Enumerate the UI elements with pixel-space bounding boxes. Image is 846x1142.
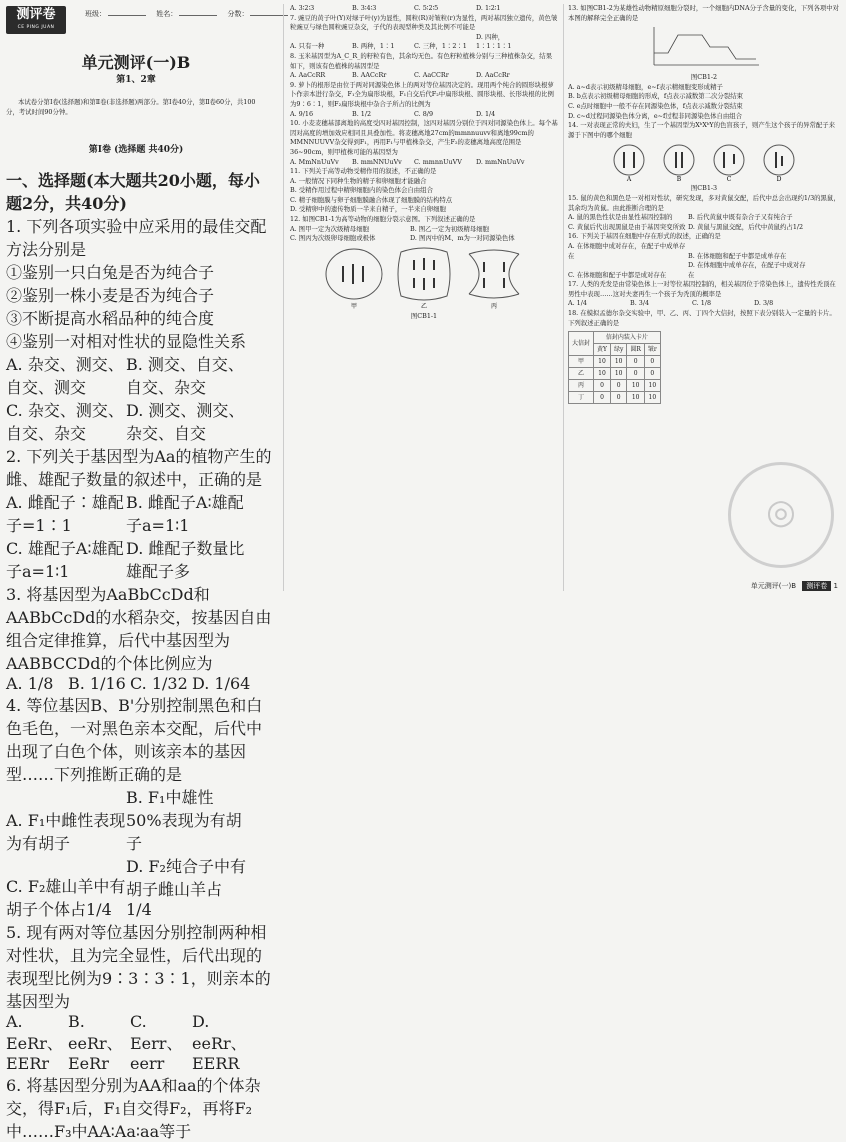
option-item[interactable]: A. 鼠的黑色性状是由显性基因控制的 (568, 213, 673, 222)
table-cell: 甲 (569, 356, 594, 368)
table-cell: 10 (644, 392, 660, 404)
table-row (569, 380, 661, 392)
table-row (569, 356, 661, 368)
table-cell: 0 (610, 392, 626, 404)
option-item[interactable]: B. 1/2 (352, 109, 372, 118)
question-stem: 12. 如图CB1-1为高等动物的细胞分裂示意图。下列叙述正确的是 (290, 215, 476, 224)
question-options (290, 225, 558, 244)
cell-label-b: B (676, 176, 682, 183)
column-divider-2 (563, 4, 564, 591)
table-cell: 丁 (569, 392, 594, 404)
question-options (6, 1012, 272, 1073)
option-item[interactable]: C. 1/8 (692, 299, 712, 308)
fig-caption-3: 图CB1-3 (690, 184, 718, 193)
brand-logo: 测评卷 CE PING JUAN (6, 6, 66, 34)
option-item[interactable]: B. 图乙一定为初级精母细胞 (410, 224, 490, 233)
table-row (569, 368, 661, 380)
option-item[interactable]: A. F₁中雌性表现为有胡子 (6, 811, 126, 853)
cell-label-a: A (626, 176, 632, 183)
dna-content-graph (644, 25, 764, 71)
question-stem: 1. 下列各项实验中应采用的最佳交配方法分别是 (6, 217, 267, 259)
page-subtitle: 第1、2章 (116, 75, 156, 85)
option-item[interactable]: D. 1/4 (476, 109, 496, 118)
table-cell: 0 (644, 356, 660, 368)
option-item[interactable]: D. mmNnUuVv (476, 157, 525, 166)
option-item[interactable]: A. 只有一种 (290, 42, 325, 51)
question-stem: 11. 下列关于高等动物受精作用的叙述，不正确的是 (290, 167, 437, 176)
option-item[interactable]: B. 雌配子A∶雄配子a=1∶1 (126, 493, 244, 535)
option-item[interactable]: D. 雌配子数量比雄配子多 (126, 539, 245, 581)
table-cell: 10 (627, 392, 645, 404)
fig-label-jia: 甲 (350, 302, 358, 310)
student-info-fields (85, 9, 296, 19)
fig-label-bing: 丙 (490, 302, 498, 310)
option-item[interactable]: A. MmNnUuVv (290, 157, 339, 166)
option-item[interactable]: B. 3∶4∶3 (352, 4, 377, 12)
watermark-stamp: ◎ (728, 462, 834, 568)
question-line: ①鉴别一只白兔是否为纯合子 (6, 263, 215, 282)
question-stem: 8. 玉米基因型为A_C_R_的籽粒有色，其余均无色。有色籽粒植株分别与三种植株杂交，结果如下，则该有色植株的基因型是 (290, 51, 553, 70)
footer-text: 单元测评(一)B (750, 582, 797, 590)
option-item[interactable]: A. AaCcRR (290, 71, 326, 80)
question-stem: 9. 萝卜的根形是由位于两对同源染色体上的两对等位基因决定的。现用两个纯合的圆形块根萝卜作亲本进行杂交，F₁全为扁形块根，F₁自交后代F₂中扁形块根、圆形块根、长形块根的比例为9∶6∶1，则F₂扁形块根中杂合子所占的比例为 (290, 80, 554, 108)
table-cell: 0 (594, 392, 611, 404)
name-field[interactable] (179, 15, 217, 16)
option-item[interactable]: D. 1/64 (192, 674, 251, 693)
column-divider (283, 4, 284, 591)
question-stem: 7. 豌豆的黄子叶(Y)对绿子叶(y)为显性，圆粒(R)对皱粒(r)为显性，两对基因独立遗传，黄色皱粒豌豆与绿色圆粒豌豆杂交，子代的表现型种类及其比例不可能是 (290, 13, 558, 32)
question-stem: 13. 如图CB1-2为某雄性动物精原细胞分裂时，一个细胞内DNA分子含量的变化，下列各项中对本图的解释完全正确的是 (568, 4, 840, 22)
section-note: 一、选择题(本大题共20小题，每小题2分，共40分) (6, 171, 260, 213)
option-item[interactable]: D. 在体细胞中成单存在，在配子中成对存在 (688, 261, 806, 279)
table-col: 皱r (644, 344, 660, 356)
option-item[interactable]: C. F₂雄山羊中有胡子个体占1/4 (6, 877, 126, 919)
question-13-options (568, 83, 840, 121)
option-item[interactable]: C. 图丙为次级卵母细胞或极体 (290, 234, 376, 243)
question-line: ④鉴别一对相对性状的显隐性关系 (6, 332, 247, 351)
table-head-envelope: 大信封 (569, 332, 594, 356)
option-item[interactable]: B. b点表示初级精母细胞的形成，f点表示减数第二次分裂结束 (568, 92, 743, 101)
question-options (568, 83, 840, 121)
column-3 (568, 4, 840, 404)
question-options (6, 674, 272, 693)
questions-col1 (6, 214, 272, 1142)
question-stem: 17. 人类的秃发是由常染色体上一对等位基因控制的，相关基因位于常染色体上，遗传性秃顶在男性中表现……这对夫妻再生一个孩子为秃顶的概率是 (568, 280, 836, 298)
question-options (290, 158, 558, 168)
option-item[interactable]: A. 1/4 (568, 299, 587, 308)
option-item[interactable]: C. e点时细胞中一般不存在同源染色体，f点表示减数分裂结束 (568, 101, 743, 110)
question-line: ②鉴别一株小麦是否为纯合子 (6, 286, 215, 305)
table-head-cards: 信封内装入卡片 (594, 332, 661, 344)
option-item[interactable]: D. 四种，1∶1∶1∶1 (476, 32, 512, 51)
question-stem: 5. 现有两对等位基因分别控制两种相对性状，且为完全显性，后代出现的表现型比例为9∶3∶3∶1，则亲本的基因型为 (6, 923, 271, 1011)
option-item[interactable]: B. 在体细胞和配子中都是成单存在 (688, 251, 787, 260)
option-item[interactable]: C. 黄鼠后代出现黑鼠是由于基因突变所致 (568, 222, 686, 231)
option-item[interactable]: C. 杂交、测交、自交、杂交 (6, 401, 124, 443)
option-item[interactable]: C. 雄配子A∶雄配子a=1∶1 (6, 539, 124, 581)
envelope-table (568, 331, 661, 404)
question-14 (568, 121, 840, 140)
question-options (568, 213, 840, 232)
option-item[interactable]: C. Eerr、eerr (130, 1012, 183, 1073)
option-item[interactable]: D. 测交、测交、杂交、自交 (126, 401, 245, 443)
cell-label-d: D (776, 176, 782, 183)
option-item[interactable]: B. AACcRr (352, 71, 387, 80)
option-item[interactable]: A. 图甲一定为次级精母细胞 (290, 224, 369, 233)
option-item[interactable]: A. 杂交、测交、自交、测交 (6, 355, 124, 397)
table-cell: 10 (644, 380, 660, 392)
option-item[interactable]: C. 5∶2∶5 (414, 4, 439, 12)
option-item[interactable]: A. 9/16 (290, 109, 314, 118)
page-title: 单元测评(一)B (81, 53, 191, 72)
question-options (6, 352, 272, 444)
option-item[interactable]: A. a~d表示初级精母细胞，e~f表示精细胞变形成精子 (568, 82, 723, 91)
question-stem: 18. 在模拟孟德尔杂交实验中，甲、乙、丙、丁四个大信封，按照下表分别装入一定量的卡片。下列叙述正确的是 (568, 309, 836, 327)
question-stem: 6. 将基因型分别为AA和aa的个体杂交，得F₁后，F₁自交得F₂，再将F₂中……F₃中AA∶Aa∶aa等于 (6, 1076, 261, 1141)
option-item[interactable]: C. 在体细胞和配子中都是成对存在 (568, 270, 667, 279)
table-cell: 10 (610, 356, 626, 368)
option-item[interactable]: B. 1/16 (68, 674, 126, 693)
option-item[interactable]: A. 在体细胞中成对存在，在配子中成单存在 (568, 241, 686, 260)
option-item[interactable]: D. 受精卵中的遗传物质一半来自精子，一半来自卵细胞 (290, 205, 446, 214)
question-stem: 14. 一对表现正常的夫妇，生了一个基因型为XᵇXᵇY的色盲孩子，则产生这个孩子的异常配子来源于下图中的哪个细胞 (568, 121, 836, 139)
question-13 (568, 4, 840, 23)
option-item[interactable]: D. 3/8 (754, 299, 774, 308)
option-item[interactable]: A. 1/8 (6, 674, 54, 693)
questions-col2 (290, 4, 558, 244)
column-1 (6, 168, 272, 1142)
option-item[interactable]: B. 后代黄鼠中既有杂合子又有纯合子 (688, 213, 793, 222)
question-options (6, 490, 272, 582)
question-options (290, 177, 558, 215)
table-cell: 丙 (569, 380, 594, 392)
option-item[interactable]: D. 图丙中的M、m为一对同源染色体 (410, 234, 515, 243)
table-cell: 0 (594, 380, 611, 392)
question-options (290, 4, 558, 14)
option-item[interactable]: D. eeRr、EERR (192, 1012, 247, 1073)
option-item[interactable]: A. EeRr、EERr (6, 1012, 63, 1073)
question-options (290, 33, 558, 52)
section-heading: 第Ⅰ卷 (选择题 共40分) (88, 145, 184, 155)
table-cell: 10 (594, 368, 611, 380)
class-field[interactable] (108, 15, 146, 16)
option-item[interactable]: B. 测交、自交、自交、杂交 (126, 355, 244, 397)
option-item[interactable]: D. 1∶2∶1 (476, 4, 501, 12)
option-item[interactable]: B. F₁中雄性50%表现为有胡子 (126, 788, 242, 853)
table-col: 黄Y (594, 344, 611, 356)
page-number: 1 (833, 582, 838, 590)
question-stem: 2. 下列关于基因型为Aa的植物产生的雌、雄配子数量的叙述中，正确的是 (6, 447, 272, 489)
question-stem: 4. 等位基因B、B'分别控制黑色和白色毛色，一对黑色亲本交配，后代中出现了白色个体，则该亲本的基因型……下列推断正确的是 (6, 696, 263, 784)
table-cell: 乙 (569, 368, 594, 380)
option-item[interactable]: C. AaCCRr (414, 71, 449, 80)
option-item[interactable]: B. 受精作用过程中精卵细胞内的染色体会自由组合 (290, 186, 433, 195)
class-label: 班级： (85, 10, 106, 18)
name-label: 姓名： (156, 10, 178, 18)
question-options (290, 110, 558, 120)
option-item[interactable]: A. 3∶2∶3 (290, 4, 315, 12)
table-row (569, 392, 661, 404)
question-options (568, 299, 840, 309)
option-item[interactable]: B. mmNNUuVv (352, 157, 402, 166)
table-cell: 0 (627, 368, 645, 380)
option-item[interactable]: D. AaCcRr (476, 71, 510, 80)
question-stem: 16. 下列关于基因在细胞中存在形式的叙述，正确的是 (568, 232, 721, 241)
table-cell: 0 (627, 356, 645, 368)
table-col: 圆R (627, 344, 645, 356)
table-cell: 10 (627, 380, 645, 392)
page-footer (751, 581, 838, 591)
footer-tag: 测评卷 (802, 581, 831, 591)
option-item[interactable]: C. 三种，1∶2∶1 (414, 42, 467, 51)
column-2 (290, 4, 558, 321)
fig-caption-1: 图CB1-1 (410, 311, 438, 320)
option-item[interactable]: A. 雌配子∶雄配子=1∶1 (6, 493, 124, 535)
question-line: ③不断提高水稻品种的纯合度 (6, 309, 215, 328)
option-item[interactable]: D. c~d过程同源染色体分离，e~f过程非同源染色体自由组合 (568, 111, 743, 120)
option-item[interactable]: A. 一般情况下同种生物的精子和卵细胞才能融合 (290, 176, 427, 185)
option-item[interactable]: C. mmnnUuVV (414, 157, 462, 166)
fig-label-yi: 乙 (420, 302, 428, 310)
option-item[interactable]: B. 3/4 (630, 299, 650, 308)
option-item[interactable]: C. 精子细胞膜与卵子细胞膜融合体现了细胞膜的结构特点 (290, 195, 453, 204)
questions-col3 (568, 194, 840, 328)
table-cell: 10 (610, 368, 626, 380)
table-cell: 0 (610, 380, 626, 392)
option-item[interactable]: D. 黄鼠与黑鼠交配，后代中黄鼠约占1/2 (688, 222, 804, 231)
table-cell: 0 (644, 368, 660, 380)
score-label: 分数： (227, 10, 249, 18)
table-col: 绿y (610, 344, 626, 356)
question-stem: 10. 小麦麦穗基部离地的高度受四对基因控制，这四对基因分别位于四对同源染色体上。每个基因对高度的增加效应相同且具叠加性。将麦穗离地27cm的mmnnuuvv和离地99cm的MMNNUUVV杂交得到F₁，再用F₁与甲植株杂交，产生F₂的麦穗离地高度范围是36~90cm，则甲植株可能的基因型为 (290, 119, 558, 156)
exam-intro: 本试卷分第Ⅰ卷(选择题)和第Ⅱ卷(非选择题)两部分。第Ⅰ卷40分，第Ⅱ卷60分，共100分，考试时间90分钟。 (6, 98, 256, 116)
fig-caption-2: 图CB1-2 (690, 73, 718, 82)
option-item[interactable]: C. 1/32 (130, 674, 188, 693)
question-stem: 3. 将基因型为AaBbCcDd和AABbCcDd的水稻杂交，按基因自由组合定律推算，后代中基因型为AABBCCDd的个体比例应为 (6, 585, 272, 673)
question-options (6, 785, 272, 920)
question-options (568, 242, 840, 280)
question-stem: 15. 鼠的黄色和黑色是一对相对性状，研究发现，多对黄鼠交配，后代中总会出现约1/3的黑鼠，其余均为黄鼠。由此推断合理的是 (568, 193, 840, 212)
option-item[interactable]: D. F₂纯合子中有胡子雌山羊占1/4 (126, 857, 246, 919)
cell-division-figure (319, 246, 529, 310)
option-item[interactable]: B. eeRr、EeRr (68, 1012, 123, 1073)
cell-label-c: C (726, 176, 732, 183)
gamete-cells-figure (604, 142, 804, 182)
option-item[interactable]: B. 两种，1∶1 (352, 42, 395, 51)
question-options (290, 71, 558, 81)
table-cell: 10 (594, 356, 611, 368)
option-item[interactable]: C. 8/9 (414, 109, 434, 118)
